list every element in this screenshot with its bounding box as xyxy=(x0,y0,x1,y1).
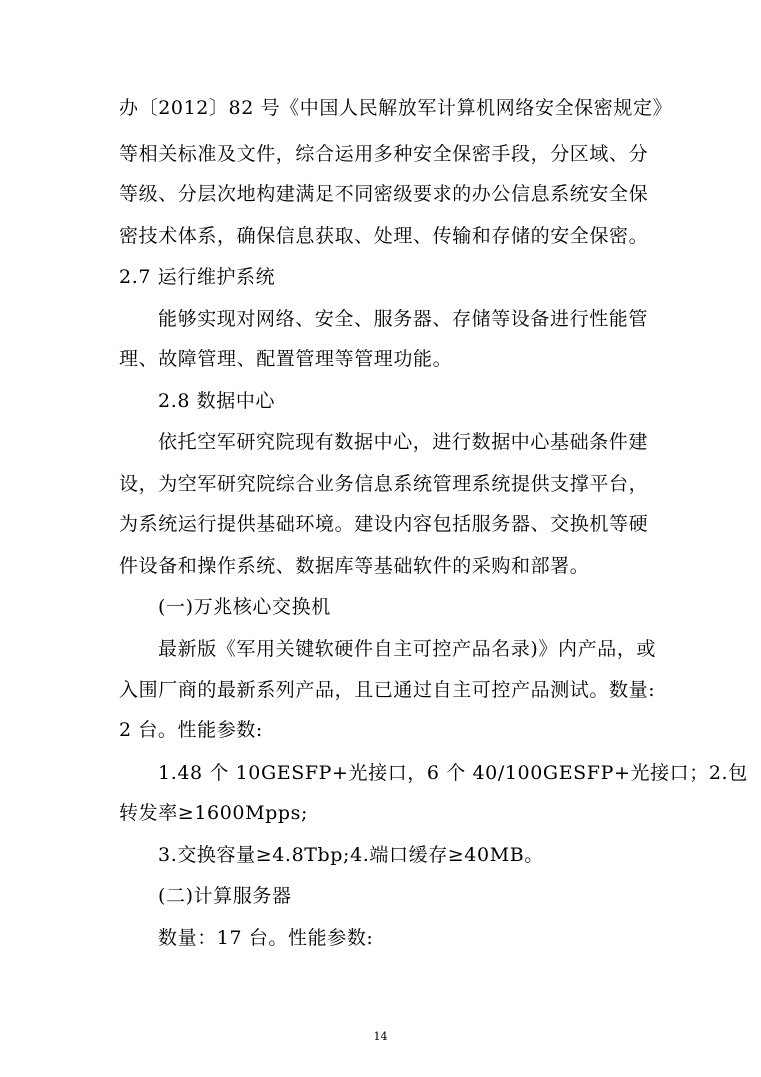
page-number: 14 xyxy=(373,1030,388,1043)
text-line-19: 3.交换容量≥4.8Tbp;4.端口缓存≥40MB。 xyxy=(158,844,544,866)
text-line-14: 最新版《军用关键软硬件自主可控产品名录)》内产品，或 xyxy=(158,638,657,660)
text-line-6: 能够实现对网络、安全、服务器、存储等设备进行性能管 xyxy=(158,308,649,330)
text-line-2: 等相关标准及文件，综合运用多种安全保密手段，分区域、分 xyxy=(119,143,649,165)
text-line-21: 数量：17 台。性能参数: xyxy=(158,927,374,949)
text-line-12: 件设备和操作系统、数据库等基础软件的采购和部署。 xyxy=(119,555,590,577)
text-line-17: 1.48 个 10GESFP+光接口，6 个 40/100GESFP+光接口；2.包 xyxy=(158,762,748,784)
text-line-9: 依托空军研究院现有数据中心，进行数据中心基础条件建 xyxy=(158,431,649,453)
text-line-18: 转发率≥1600Mpps; xyxy=(119,802,309,824)
text-line-11: 为系统运行提供基础环境。建设内容包括服务器、交换机等硬 xyxy=(119,513,649,535)
text-line-7: 理、故障管理、配置管理等管理功能。 xyxy=(119,348,453,370)
subheading-core-switch: (一)万兆核心交换机 xyxy=(158,596,331,618)
text-line-15: 入围厂商的最新系列产品，且已通过自主可控产品测试。数量: xyxy=(119,679,656,701)
text-line-4: 密技术体系，确保信息获取、处理、传输和存储的安全保密。 xyxy=(119,225,649,247)
text-line-16: 2 台。性能参数: xyxy=(119,719,263,741)
text-line-3: 等级、分层次地构建满足不同密级要求的办公信息系统安全保 xyxy=(119,183,649,205)
text-line-1: 办〔2012〕82 号《中国人民解放军计算机网络安全保密规定》 xyxy=(119,97,673,119)
text-line-10: 设，为空军研究院综合业务信息系统管理系统提供支撑平台， xyxy=(119,473,649,495)
section-heading-2-7: 2.7 运行维护系统 xyxy=(119,266,276,288)
subheading-compute-server: (二)计算服务器 xyxy=(158,885,292,907)
section-heading-2-8: 2.8 数据中心 xyxy=(158,390,276,412)
